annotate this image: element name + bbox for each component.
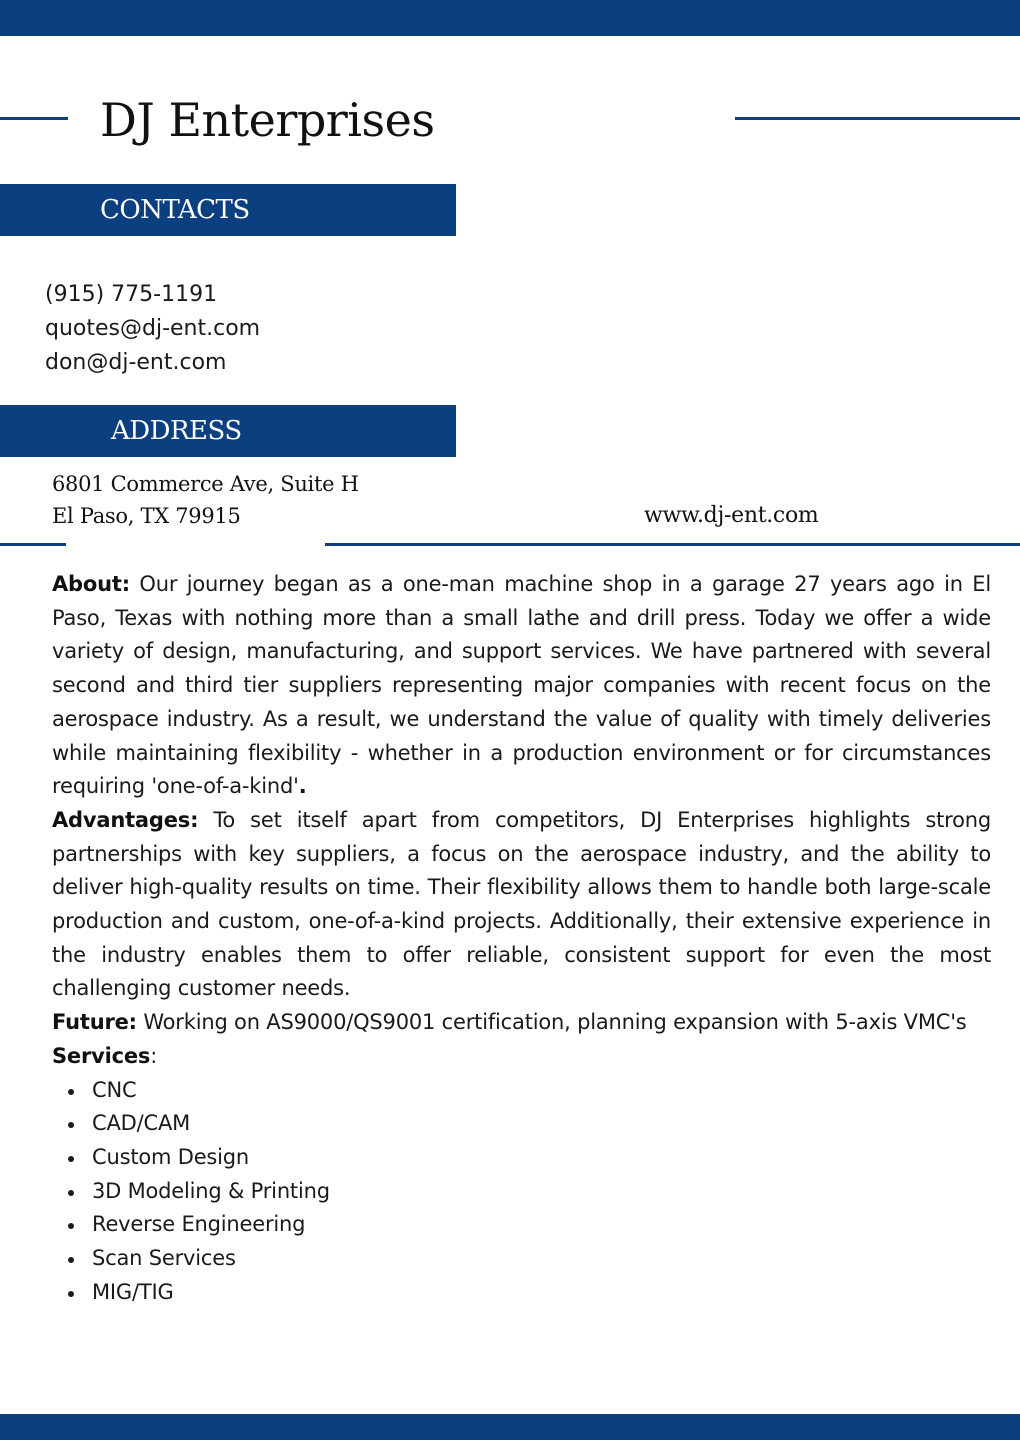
- description-body: [52, 568, 991, 1309]
- contacts-block: [45, 278, 260, 380]
- services-heading: [52, 1040, 991, 1074]
- address-heading: [0, 405, 456, 457]
- list-item: MIG/TIG: [52, 1276, 991, 1310]
- divider-rule-right: [325, 543, 1020, 546]
- email-quotes[interactable]: quotes@dj-ent.com: [45, 316, 261, 341]
- list-item: CAD/CAM: [52, 1107, 991, 1141]
- about-label: About:: [52, 572, 130, 596]
- address-block: [52, 468, 359, 532]
- future-label: Future:: [52, 1010, 137, 1035]
- title-rule-right: [735, 117, 1020, 120]
- list-item: Scan Services: [52, 1242, 991, 1276]
- advantages-paragraph: [52, 804, 991, 1006]
- list-item: CNC: [52, 1074, 991, 1108]
- contacts-heading: [0, 184, 456, 236]
- address-line-1: 6801 Commerce Ave, Suite H: [52, 472, 359, 496]
- advantages-text: To set itself apart from competitors, DJ Enterprises highlights strong partnerships with key suppliers, a focus on the aerospace industry, and the ability to deliver high-quality results on time. Their flexibility allows them to handle both large-scale production and custom, one-of-a-kind projects. Additionally, their extensive experience in the industry enables them to offer reliable, consistent support for even the most challenging customer needs.: [52, 807, 991, 1001]
- advantages-label: Advantages:: [52, 807, 199, 832]
- address-line-2: El Paso, TX 79915: [52, 504, 241, 528]
- company-name: DJ Enterprises: [100, 93, 435, 147]
- address-heading-label: ADDRESS: [111, 416, 242, 446]
- divider-rule-left: [0, 543, 66, 546]
- about-text: Our journey began as a one-man machine shop in a garage 27 years ago in El Paso, Texas with nothing more than a small lathe and drill press. Today we offer a wide variety of design, manufacturing, and support services. We have partnered with several second and third tier suppliers representing major companies with recent focus on the aerospace industry. As a result, we understand the value of quality with timely deliveries while maintaining flexibility - whether in a production environment or for circumstances requiring 'one-of-a-kind': [52, 572, 991, 799]
- about-paragraph: [52, 568, 991, 804]
- phone-number: (915) 775-1191: [45, 282, 218, 307]
- bottom-banner: [0, 1414, 1020, 1440]
- contacts-heading-label: CONTACTS: [100, 195, 250, 225]
- list-item: 3D Modeling & Printing: [52, 1175, 991, 1209]
- website-link[interactable]: www.dj-ent.com: [644, 503, 819, 528]
- list-item: Custom Design: [52, 1141, 991, 1175]
- future-text: Working on AS9000/QS9001 certification, planning expansion with 5-axis VMC's: [143, 1010, 967, 1035]
- about-end-mark: .: [298, 774, 307, 799]
- list-item: Reverse Engineering: [52, 1208, 991, 1242]
- services-colon: :: [150, 1043, 158, 1068]
- future-paragraph: [52, 1006, 991, 1040]
- top-banner: [0, 0, 1020, 36]
- services-label: Services: [52, 1043, 151, 1068]
- services-list: [52, 1074, 991, 1310]
- title-rule-left: [0, 117, 68, 120]
- email-don[interactable]: don@dj-ent.com: [45, 350, 227, 375]
